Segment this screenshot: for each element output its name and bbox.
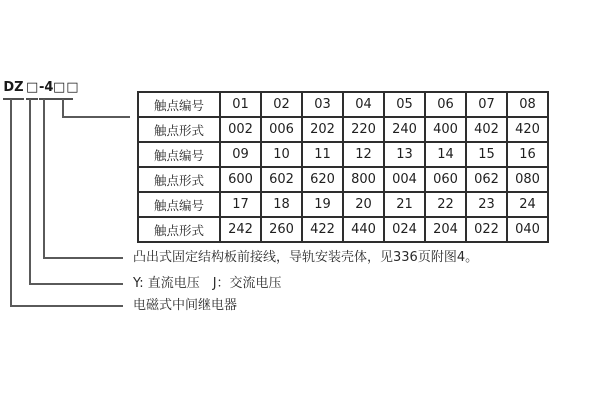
leader-line-structure-horizontal xyxy=(43,257,123,259)
table-row xyxy=(138,167,548,192)
model-prefix: DZ xyxy=(3,80,24,100)
table-cell: 22 xyxy=(425,192,466,217)
table-cell: 04 xyxy=(343,92,384,117)
table-cell: 080 xyxy=(507,167,548,192)
table-cell: 002 xyxy=(220,117,261,142)
table-cell: 204 xyxy=(425,217,466,242)
table-cell: 11 xyxy=(302,142,343,167)
table-cell: 17 xyxy=(220,192,261,217)
leader-line-relay-type-horizontal xyxy=(10,305,123,307)
table-cell: 触点形式 xyxy=(138,117,220,142)
table-cell: 024 xyxy=(384,217,425,242)
table-cell: 004 xyxy=(384,167,425,192)
table-row xyxy=(138,217,548,242)
table-cell: 240 xyxy=(384,117,425,142)
leader-line-voltage-horizontal xyxy=(29,283,123,285)
table-cell: 01 xyxy=(220,92,261,117)
table-cell: 14 xyxy=(425,142,466,167)
table-cell: 060 xyxy=(425,167,466,192)
table-cell: 19 xyxy=(302,192,343,217)
table-cell: 400 xyxy=(425,117,466,142)
table-cell: 15 xyxy=(466,142,507,167)
table-cell: 242 xyxy=(220,217,261,242)
table-cell: 12 xyxy=(343,142,384,167)
relay-type-note: 电磁式中间继电器 xyxy=(133,298,238,313)
table-cell: 006 xyxy=(261,117,302,142)
model-contact-boxes: □□ xyxy=(53,80,73,100)
table-row xyxy=(138,142,548,167)
table-cell: 062 xyxy=(466,167,507,192)
model-voltage-box: □ xyxy=(26,80,38,100)
table-cell: 06 xyxy=(425,92,466,117)
table-cell: 800 xyxy=(343,167,384,192)
table-cell: 260 xyxy=(261,217,302,242)
table-cell: 23 xyxy=(466,192,507,217)
structure-note: 凸出式固定结构板前接线，导轨安装壳体，见336页附图4。 xyxy=(133,250,479,265)
table-row xyxy=(138,92,548,117)
table-cell: 03 xyxy=(302,92,343,117)
table-row xyxy=(138,117,548,142)
table-cell: 02 xyxy=(261,92,302,117)
leader-line-relay-type-vertical xyxy=(10,99,12,307)
table-cell: 触点编号 xyxy=(138,142,220,167)
table-cell: 440 xyxy=(343,217,384,242)
voltage-note: Y: 直流电压 J：交流电压 xyxy=(133,276,282,291)
table-cell: 600 xyxy=(220,167,261,192)
leader-line-structure-vertical xyxy=(43,99,45,259)
table-cell: 220 xyxy=(343,117,384,142)
table-cell: 05 xyxy=(384,92,425,117)
table-cell: 602 xyxy=(261,167,302,192)
table-cell: 422 xyxy=(302,217,343,242)
table-cell: 18 xyxy=(261,192,302,217)
table-cell: 402 xyxy=(466,117,507,142)
table-cell: 620 xyxy=(302,167,343,192)
table-cell: 420 xyxy=(507,117,548,142)
table-cell: 10 xyxy=(261,142,302,167)
table-cell: 08 xyxy=(507,92,548,117)
table-cell: 触点编号 xyxy=(138,192,220,217)
table-cell: 触点编号 xyxy=(138,92,220,117)
table-cell: 24 xyxy=(507,192,548,217)
leader-line-contact-table-horizontal xyxy=(62,116,130,118)
table-cell: 20 xyxy=(343,192,384,217)
table-cell: 022 xyxy=(466,217,507,242)
table-cell: 触点形式 xyxy=(138,167,220,192)
table-cell: 13 xyxy=(384,142,425,167)
table-row xyxy=(138,192,548,217)
table-cell: 07 xyxy=(466,92,507,117)
leader-line-voltage-vertical xyxy=(29,99,31,285)
model-series: -4 xyxy=(39,80,53,100)
table-cell: 21 xyxy=(384,192,425,217)
table-cell: 202 xyxy=(302,117,343,142)
contact-code-table xyxy=(137,91,549,243)
table-cell: 040 xyxy=(507,217,548,242)
table-cell: 触点形式 xyxy=(138,217,220,242)
table-cell: 16 xyxy=(507,142,548,167)
table-cell: 09 xyxy=(220,142,261,167)
